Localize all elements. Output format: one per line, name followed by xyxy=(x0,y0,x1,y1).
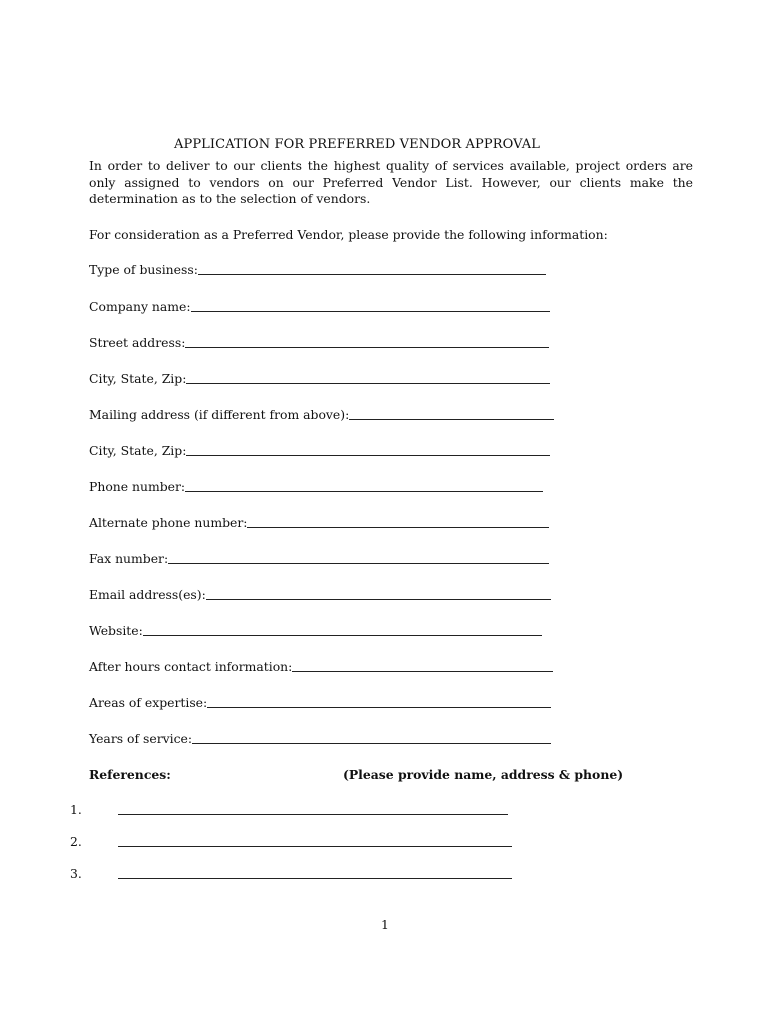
fill-line[interactable] xyxy=(186,371,550,384)
fill-line[interactable] xyxy=(206,587,551,600)
field-label: Company name: xyxy=(89,299,191,314)
field-label: Fax number: xyxy=(89,551,169,566)
fill-line[interactable] xyxy=(186,443,550,456)
consideration-text: For consideration as a Preferred Vendor, please provide the following information: xyxy=(89,227,608,242)
reference-fill-line[interactable] xyxy=(118,866,512,879)
field-label: Mailing address (if different from above): xyxy=(89,407,350,422)
field-label: City, State, Zip: xyxy=(89,371,187,386)
field-company-name[interactable] xyxy=(89,299,550,314)
reference-row-3[interactable] xyxy=(70,866,512,881)
fill-line[interactable] xyxy=(143,623,542,636)
fill-line[interactable] xyxy=(349,407,554,420)
fill-line[interactable] xyxy=(185,335,549,348)
field-city-state-zip[interactable] xyxy=(89,371,550,386)
reference-number: 3. xyxy=(70,866,82,881)
field-mailing-address[interactable] xyxy=(89,407,554,422)
reference-row-2[interactable] xyxy=(70,834,512,849)
references-note: (Please provide name, address & phone) xyxy=(343,767,624,782)
field-phone-number[interactable] xyxy=(89,479,543,494)
fill-line[interactable] xyxy=(185,479,543,492)
field-areas-of-expertise[interactable] xyxy=(89,695,551,710)
field-label: Years of service: xyxy=(89,731,193,746)
fill-line[interactable] xyxy=(292,659,553,672)
field-label: Type of business: xyxy=(89,262,198,277)
fill-line[interactable] xyxy=(192,731,551,744)
field-fax-number[interactable] xyxy=(89,551,549,566)
field-label: After hours contact information: xyxy=(89,659,293,674)
fill-line[interactable] xyxy=(198,262,546,275)
reference-fill-line[interactable] xyxy=(118,802,508,815)
field-mailing-city-state-zip[interactable] xyxy=(89,443,550,458)
intro-paragraph: In order to deliver to our clients the highest quality of services available, project orders are only assigned to vendors on our Preferred Vendor List. However, our clients make the determination as to the selection of vendors. xyxy=(89,158,693,206)
fill-line[interactable] xyxy=(168,551,549,564)
field-label: Website: xyxy=(89,623,143,638)
field-years-of-service[interactable] xyxy=(89,731,551,746)
field-after-hours-contact[interactable] xyxy=(89,659,553,674)
field-label: Email address(es): xyxy=(89,587,206,602)
field-website[interactable] xyxy=(89,623,542,638)
fill-line[interactable] xyxy=(247,515,549,528)
field-label: City, State, Zip: xyxy=(89,443,187,458)
fill-line[interactable] xyxy=(191,299,550,312)
field-label: Alternate phone number: xyxy=(89,515,248,530)
page-number: 1 xyxy=(381,917,389,932)
field-type-of-business[interactable] xyxy=(89,262,546,277)
reference-number: 1. xyxy=(70,802,82,817)
field-street-address[interactable] xyxy=(89,335,549,350)
reference-fill-line[interactable] xyxy=(118,834,512,847)
field-label: Areas of expertise: xyxy=(89,695,208,710)
reference-number: 2. xyxy=(70,834,82,849)
fill-line[interactable] xyxy=(207,695,551,708)
page-title: APPLICATION FOR PREFERRED VENDOR APPROVAL xyxy=(174,137,540,152)
field-alternate-phone[interactable] xyxy=(89,515,549,530)
reference-row-1[interactable] xyxy=(70,802,508,817)
field-email-address[interactable] xyxy=(89,587,551,602)
field-label: Street address: xyxy=(89,335,186,350)
field-label: Phone number: xyxy=(89,479,186,494)
references-label: References: xyxy=(89,767,171,782)
